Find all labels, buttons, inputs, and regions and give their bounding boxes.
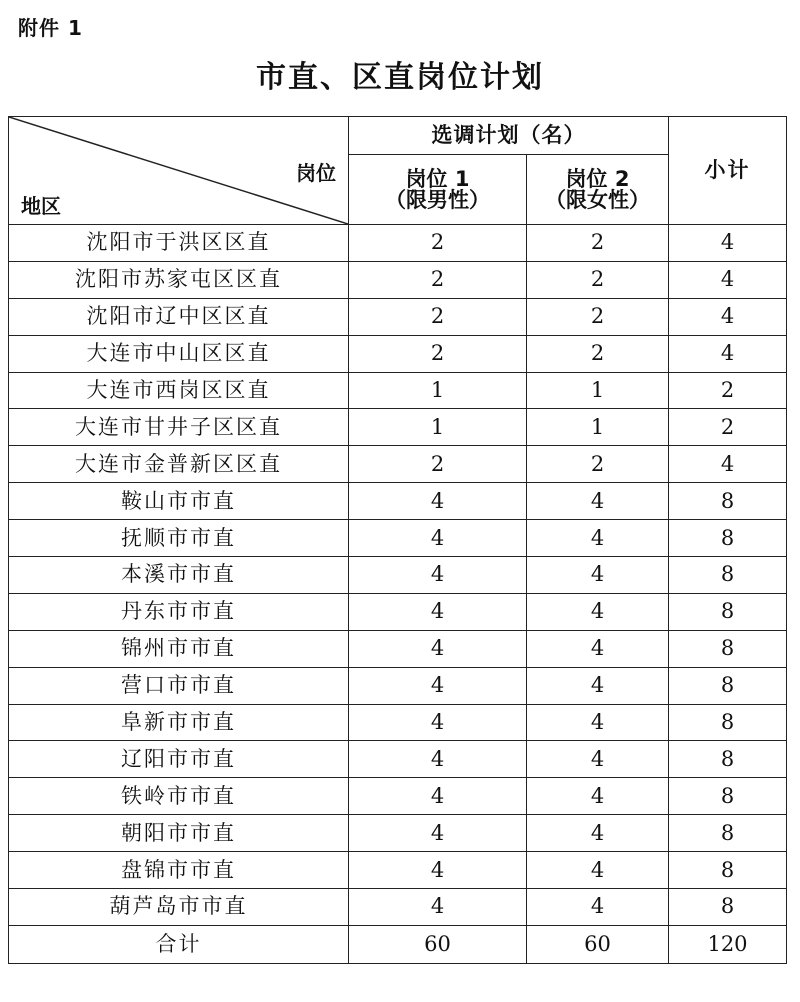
position1-count: 4 xyxy=(349,667,527,704)
subtotal-count: 4 xyxy=(669,225,787,262)
region-cell: 铁岭市市直 xyxy=(9,778,349,815)
position1-count: 4 xyxy=(349,557,527,594)
header-region-label: 地区 xyxy=(21,194,61,218)
position2-count: 2 xyxy=(527,225,669,262)
table-row xyxy=(9,298,787,335)
subtotal-count: 8 xyxy=(669,483,787,520)
region-cell: 大连市中山区区直 xyxy=(9,335,349,372)
total-row xyxy=(9,925,787,963)
table-row xyxy=(9,630,787,667)
region-cell: 鞍山市市直 xyxy=(9,483,349,520)
position2-count: 1 xyxy=(527,372,669,409)
subtotal-header: 小计 xyxy=(669,117,787,225)
position1-count: 4 xyxy=(349,520,527,557)
region-cell: 锦州市市直 xyxy=(9,630,349,667)
table-row xyxy=(9,667,787,704)
subtotal-count: 8 xyxy=(669,741,787,778)
subtotal-count: 8 xyxy=(669,778,787,815)
region-cell: 抚顺市市直 xyxy=(9,520,349,557)
position1-count: 4 xyxy=(349,852,527,889)
table-row xyxy=(9,520,787,557)
table-row xyxy=(9,593,787,630)
position2-header xyxy=(527,155,669,225)
table-row xyxy=(9,446,787,483)
position1-note: （限男性） xyxy=(385,187,490,212)
subtotal-count: 2 xyxy=(669,409,787,446)
region-cell: 盘锦市市直 xyxy=(9,852,349,889)
position1-count: 4 xyxy=(349,741,527,778)
region-cell: 辽阳市市直 xyxy=(9,741,349,778)
table-row xyxy=(9,409,787,446)
position1-count: 2 xyxy=(349,225,527,262)
position2-count: 4 xyxy=(527,630,669,667)
position2-count: 4 xyxy=(527,667,669,704)
position1-count: 4 xyxy=(349,815,527,852)
table-row xyxy=(9,815,787,852)
diagonal-header-cell xyxy=(9,117,349,225)
table-row xyxy=(9,225,787,262)
position2-count: 4 xyxy=(527,889,669,926)
position2-count: 2 xyxy=(527,298,669,335)
region-cell: 本溪市市直 xyxy=(9,557,349,594)
page-title: 市直、区直岗位计划 xyxy=(256,60,544,95)
table-row xyxy=(9,335,787,372)
region-cell: 葫芦岛市市直 xyxy=(9,889,349,926)
subtotal-count: 4 xyxy=(669,261,787,298)
position1-count: 2 xyxy=(349,446,527,483)
region-cell: 大连市西岗区区直 xyxy=(9,372,349,409)
subtotal-count: 8 xyxy=(669,667,787,704)
table-row xyxy=(9,704,787,741)
position2-count: 4 xyxy=(527,741,669,778)
position-plan-table xyxy=(8,116,787,964)
subtotal-count: 8 xyxy=(669,815,787,852)
subtotal-count: 8 xyxy=(669,520,787,557)
table-row xyxy=(9,483,787,520)
position2-count: 4 xyxy=(527,778,669,815)
position1-count: 4 xyxy=(349,630,527,667)
subtotal-count: 8 xyxy=(669,593,787,630)
total-position2: 60 xyxy=(527,925,669,963)
position2-name: 岗位 2 xyxy=(565,166,630,191)
region-cell: 丹东市市直 xyxy=(9,593,349,630)
total-position1: 60 xyxy=(349,925,527,963)
subtotal-count: 2 xyxy=(669,372,787,409)
plan-group-header: 选调计划（名） xyxy=(349,117,669,155)
position1-count: 4 xyxy=(349,704,527,741)
position1-name: 岗位 1 xyxy=(405,166,470,191)
position1-count: 4 xyxy=(349,483,527,520)
total-label: 合计 xyxy=(9,925,349,963)
subtotal-count: 4 xyxy=(669,298,787,335)
table-row xyxy=(9,557,787,594)
position2-count: 1 xyxy=(527,409,669,446)
region-cell: 朝阳市市直 xyxy=(9,815,349,852)
region-cell: 沈阳市于洪区区直 xyxy=(9,225,349,262)
total-subtotal: 120 xyxy=(669,925,787,963)
subtotal-count: 8 xyxy=(669,630,787,667)
position2-count: 4 xyxy=(527,557,669,594)
position1-count: 2 xyxy=(349,335,527,372)
table-row xyxy=(9,852,787,889)
position1-count: 4 xyxy=(349,889,527,926)
position2-count: 4 xyxy=(527,704,669,741)
position1-header xyxy=(349,155,527,225)
region-cell: 营口市市直 xyxy=(9,667,349,704)
position2-count: 4 xyxy=(527,483,669,520)
position1-count: 2 xyxy=(349,261,527,298)
position2-count: 2 xyxy=(527,446,669,483)
subtotal-count: 8 xyxy=(669,557,787,594)
position2-count: 2 xyxy=(527,261,669,298)
table-row xyxy=(9,372,787,409)
position1-count: 4 xyxy=(349,593,527,630)
table-row xyxy=(9,261,787,298)
subtotal-count: 8 xyxy=(669,889,787,926)
position2-count: 2 xyxy=(527,335,669,372)
position2-count: 4 xyxy=(527,593,669,630)
position2-note: （限女性） xyxy=(545,187,650,212)
position1-count: 1 xyxy=(349,409,527,446)
position1-count: 4 xyxy=(349,778,527,815)
position2-count: 4 xyxy=(527,815,669,852)
subtotal-count: 4 xyxy=(669,446,787,483)
region-cell: 大连市金普新区区直 xyxy=(9,446,349,483)
table-row xyxy=(9,778,787,815)
region-cell: 大连市甘井子区区直 xyxy=(9,409,349,446)
position2-count: 4 xyxy=(527,520,669,557)
subtotal-count: 8 xyxy=(669,852,787,889)
region-cell: 沈阳市辽中区区直 xyxy=(9,298,349,335)
region-cell: 阜新市市直 xyxy=(9,704,349,741)
subtotal-count: 4 xyxy=(669,335,787,372)
table-row xyxy=(9,741,787,778)
position1-count: 2 xyxy=(349,298,527,335)
subtotal-count: 8 xyxy=(669,704,787,741)
table-row xyxy=(9,889,787,926)
position2-count: 4 xyxy=(527,852,669,889)
attachment-label: 附件 1 xyxy=(18,16,83,40)
position1-count: 1 xyxy=(349,372,527,409)
header-position-label: 岗位 xyxy=(296,161,336,185)
region-cell: 沈阳市苏家屯区区直 xyxy=(9,261,349,298)
